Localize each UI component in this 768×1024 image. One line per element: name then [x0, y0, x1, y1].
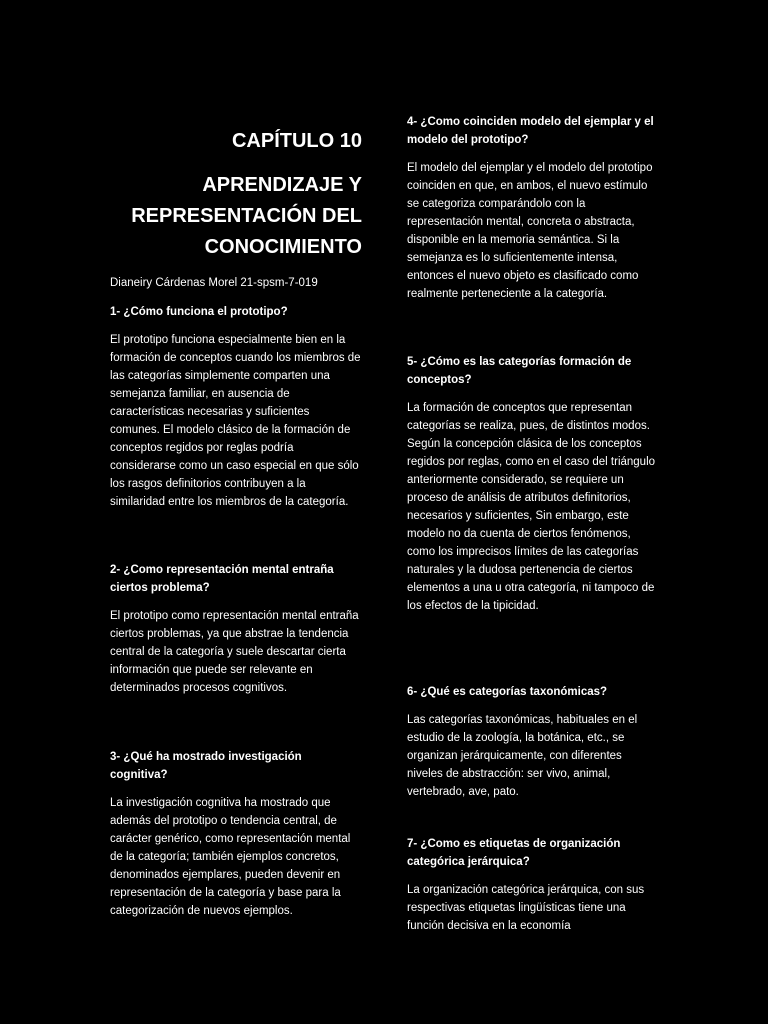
chapter-heading: CAPÍTULO 10	[231, 130, 362, 152]
question-2: 2- ¿Como representación mental entraña ciertos problema?	[110, 564, 334, 594]
answer-7: La organización categórica jerárquica, con sus respectivas etiquetas lingüísticas tiene una función decisiva en la economía	[407, 884, 645, 932]
section-5	[407, 353, 659, 615]
document-title: APRENDIZAJE Y REPRESENTACIÓN DEL CONOCIMIENTO	[131, 174, 362, 258]
section-2	[110, 561, 362, 697]
section-4	[407, 113, 659, 303]
section-7	[407, 835, 659, 935]
question-5: 5- ¿Cómo es las categorías formación de conceptos?	[407, 356, 632, 386]
question-6: 6- ¿Qué es categorías taxonómicas?	[407, 686, 608, 698]
section-1	[110, 303, 362, 511]
section-3	[110, 748, 362, 920]
question-1: 1- ¿Cómo funciona el prototipo?	[110, 306, 288, 318]
author-line: Dianeiry Cárdenas Morel 21-spsm-7-019	[110, 277, 318, 289]
section-6	[407, 683, 659, 801]
question-4: 4- ¿Como coinciden modelo del ejemplar y el modelo del prototipo?	[407, 116, 654, 146]
question-7: 7- ¿Como es etiquetas de organización categórica jerárquica?	[407, 838, 621, 868]
question-3: 3- ¿Qué ha mostrado investigación cognitiva?	[110, 751, 302, 781]
answer-3: La investigación cognitiva ha mostrado que además del prototipo o tendencia central, de carácter genérico, como representación mental de la categoría; también ejemplos concretos, denominados ejemplares, pueden devenir en representación de la categoría y base para la categorización de nuevos ejemplos.	[110, 797, 351, 917]
answer-4: El modelo del ejemplar y el modelo del prototipo coinciden en que, en ambos, el nuevo estímulo se categoriza comparándolo con la representación mental, concreta o abstracta, disponible en la memoria semántica. Si la semejanza es lo suficientemente intensa, entonces el nuevo objeto es clasificado como realmente perteneciente a la categoría.	[407, 162, 653, 300]
answer-2: El prototipo como representación mental entraña ciertos problemas, ya que abstrae la tendencia central de la categoría y suele descartar cierta información que puede ser relevante en determinados procesos cognitivos.	[110, 610, 359, 694]
answer-6: Las categorías taxonómicas, habituales en el estudio de la zoología, la botánica, etc., se organizan jerárquicamente, con diferentes niveles de abstracción: ser vivo, animal, vertebrado, ave, pato.	[407, 714, 638, 798]
answer-1: El prototipo funciona especialmente bien en la formación de conceptos cuando los miembros de las categorías simplemente comparten una semejanza familiar, en ausencia de características necesarias y suficientes comunes. El modelo clásico de la formación de conceptos regidos por reglas podría considerarse como un caso especial en que sólo los rasgos definitorios contribuyen a la similaridad entre los miembros de la categoría.	[110, 334, 361, 508]
answer-5: La formación de conceptos que representan categorías se realiza, pues, de distintos modos. Según la concepción clásica de los conceptos regidos por reglas, como en el caso del triángulo anteriormente considerado, se requiere un proceso de análisis de atributos definitorios, necesarios y suficientes, Sin embargo, este modelo no da cuenta de ciertos fenómenos, como los imprecisos límites de las categorías naturales y la dudosa pertenencia de ciertos elementos a una u otra categoría, ni tampoco de los efectos de la tipicidad.	[407, 402, 656, 612]
